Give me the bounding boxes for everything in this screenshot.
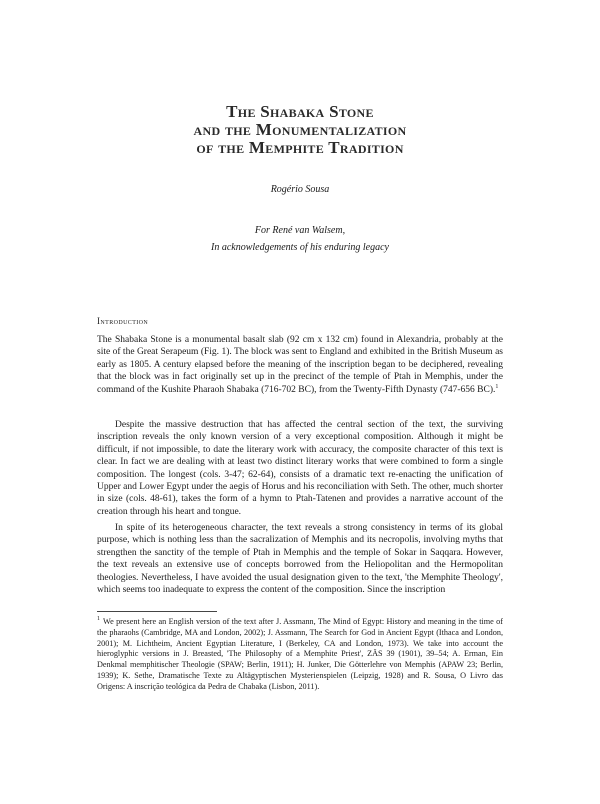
footnote-ref[interactable]: 1 [495,383,499,390]
footnote-text: We present here an English version of the text after J. Assmann, The Mind of Egypt: History and meaning in the time of the pharaohs (Cambridge, MA and London, 2002); J. Assmann, The Search for God in Ancient Egypt (Ithaca and London, 2001); M. Lichtheim, Ancient Egyptian Literature, I (Berkeley, CA and London, 1973). We take into account the hieroglyphic versions in J. Breasted, 'The Philosophy of a Memphite Priest', ZÄS 39 (1901), 39–54; A. Erman, Ein Denkmal memphitischer Theologie (SPAW; Berlin, 1911); H. Junker, Die Götterlehre von Memphis (APAW 23; Berlin, 1939); K. Sethe, Dramatische Texte zu Altägyptischen Mysterienspielen (Leipzig, 1928) and R. Sousa, O Livro das Origens: A inscrição teológica da Pedra de Chabaka (Lisbon, 2011). [97,617,503,691]
paragraph-1-text: The Shabaka Stone is a monumental basalt slab (92 cm x 132 cm) found in Alexandria, probably at the site of the Great Serapeum (Fig. 1). The block was sent to England and exhibited in the British Museum as early as 1805. A century elapsed before the meaning of the inscription began to be deciphered, revealing that the block was in fact originally set up in the precinct of the temple of Ptah in Memphis, under the command of the Kushite Pharaoh Shabaka (716-702 BC), from the Twenty-Fifth Dynasty (747-656 BC). [97,335,503,395]
paragraph-2 [97,419,503,528]
footnote-1 [97,617,503,693]
paragraph-2-text: Despite the massive destruction that has affected the central section of the text, the surviving inscription reveals the only known version of a very exceptional composition. Although it might be difficult, if not impossible, to date the literary work with accuracy, the composite character of this text is clear. In fact we are dealing with at least two distinct literary works that were combined to form a single composition. The longest (cols. 3-47; 62-64), consists of a dramatic text re-enacting the unification of Upper and Lower Egypt under the aegis of Horus and his reconciliation with Seth. The other, much shorter in size (cols. 48-61), takes the form of a hymn to Ptah-Tatenen and provides a narrative account of the creation through his heart and tongue. [97,420,503,517]
title-line-3: of the Memphite Tradition [196,138,404,157]
dedication-line-2: In acknowledgements of his enduring legacy [210,242,389,253]
footnote-number: 1 [97,616,100,623]
footnote-divider [97,611,217,612]
article-title [0,103,600,157]
paragraph-3-text: In spite of its heterogeneous character, the text reveals a strong consistency in terms of its global purpose, which is nothing less than the sacralization of Memphis and its necropolis, involving myths that strengthen the sanctity of the temple of Ptah in Memphis and the temple of Sokar in Saqqara. However, the text reveals an extensive use of concepts borrowed from the Heliopolitan and the Hermopolitan theologies. Nevertheless, I have avoided the usual designation given to the text, 'the Memphite Theology', which seems too inadequate to express the content of the composition. Since the inscription [97,523,503,596]
author-name: Rogério Sousa [270,184,330,195]
section-heading-introduction: Introduction [97,316,149,326]
dedication-line-1: For René van Walsem, [254,225,346,236]
paragraph-3 [97,522,503,606]
title-line-2: and the Monumentalization [193,120,407,139]
paragraph-1 [97,334,503,406]
title-line-1: The Shabaka Stone [226,102,374,121]
dedication [0,222,600,256]
